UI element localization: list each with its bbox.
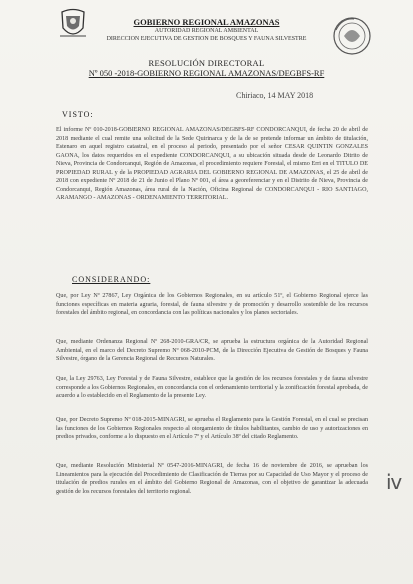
- official-seal-icon: [332, 16, 372, 56]
- resolution-title: RESOLUCIÓN DIRECTORAL: [148, 58, 265, 68]
- margin-mark: ⅳ: [386, 470, 403, 494]
- considerando-paragraph: Que, mediante Ordenanza Regional Nº 268-2010-GRA/CR, se aprueba la estructura orgánica de la Autoridad Regional Ambiental, en el marco del Decreto Supremo Nº 068-2010-PCM, de la Dirección Ejecutiva de Gestión de Bosques y Fauna Silvestre, órgano de la Gerencia Regional de Recursos Naturales.: [56, 339, 368, 362]
- considerando-paragraph: Que, por Decreto Supremo Nº 018-2015-MINAGRI, se aprueba el Reglamento para la Gestión Forestal, en el cual se precisan las funciones de los Gobiernos Regionales respecto al otorgamiento de títulos habilitantes, cambio de uso y autorizaciones en predios privados, conforme a lo dispuesto en el Artículo 7º y el Artículo 38º del citado Reglamento.: [56, 417, 368, 440]
- authority-name: AUTORIDAD REGIONAL AMBIENTAL: [154, 28, 259, 34]
- directorate-name: DIRECCION EJECUTIVA DE GESTION DE BOSQUES Y FAUNA SILVESTRE: [106, 36, 307, 42]
- visto-paragraph: El informe Nº 010-2018-GOBIERNO REGIONAL AMAZONAS/DEGBFS-RF CONDORCANQUI, de fecha 20 de abril de 2018 mediante el cual remite una solicitud de la Sede Quirinarca y de la de se pretende informar un ámbito de titulación, Estenaro en aquel registro catastral, en el proceso al periodo, presentado por el señor CESAR QUINTIN GONZALES GAONA, los datos requeridos en el expediente CONDORCANQUI, a su ubicación situada desde de Leonardo Ditrito de Nieva, Provincia de Condorcanqui, Región de Amazonas, el procedimiento requiere Forestal, el mismo Erri en el TITULO DE PROPIEDAD RURAL y de la PROPIEDAD AGRARIA DEL GOBIERNO REGIONAL DE AMAZONAS, el 25 de abril de 2018 con expediente Nº 2018 de 21 de Junio el Plano Nº 001, el área a georeferenciar y en el Distrito de Nieva, Provincia de Condorcanqui, Región Amazonas, área rural de la Nación, Oficina Regional de CONDORCANQUI - RIO SANTIAGO, ARAMANGO - AMAZONAS - ORDENAMIENTO TERRITORIAL.: [56, 127, 368, 201]
- government-name: GOBIERNO REGIONAL AMAZONAS: [133, 17, 280, 27]
- considerando-paragraph: Que, mediante Resolución Ministerial Nº 0547-2016-MINAGRI, de fecha 16 de noviembre de 2016, se aprueban los Lineamientos para la ejecución del Procedimiento de Clasificación de Tierras por su Capacidad de Uso Mayor y el proceso de titulación de predios rurales en el ámbito del Gobierno Regional de Amazonas, con el objetivo de garantizar la adecuada gestión de los recursos forestales del territorio regional.: [56, 463, 368, 495]
- resolution-date: Chiriaco, 14 MAY 2018: [236, 91, 314, 100]
- considerando-paragraph: Que, la Ley 29763, Ley Forestal y de Fauna Silvestre, establece que la gestión de los recursos forestales y de fauna silvestre corresponde a los Gobiernos Regionales, en concordancia con el ordenamiento territorial y la zonificación forestal aprobada, de acuerdo a lo establecido en el Reglamento de la presente Ley.: [56, 376, 368, 399]
- considerando-paragraph: Que, por Ley Nº 27867, Ley Orgánica de los Gobiernos Regionales, en su artículo 51º, el Gobierno Regional ejerce las funciones específicas en materia agraria, forestal, de fauna silvestre y de promoción y desarrollo sostenible de los recursos forestales del ámbito regional, en concordancia con las políticas nacionales y los planes sectoriales.: [56, 293, 368, 316]
- resolution-number: Nº 050 -2018-GOBIERNO REGIONAL AMAZONAS/DEGBFS-RF: [88, 68, 325, 78]
- considerando-heading: CONSIDERANDO:: [72, 275, 151, 284]
- visto-heading: VISTO:: [62, 110, 94, 119]
